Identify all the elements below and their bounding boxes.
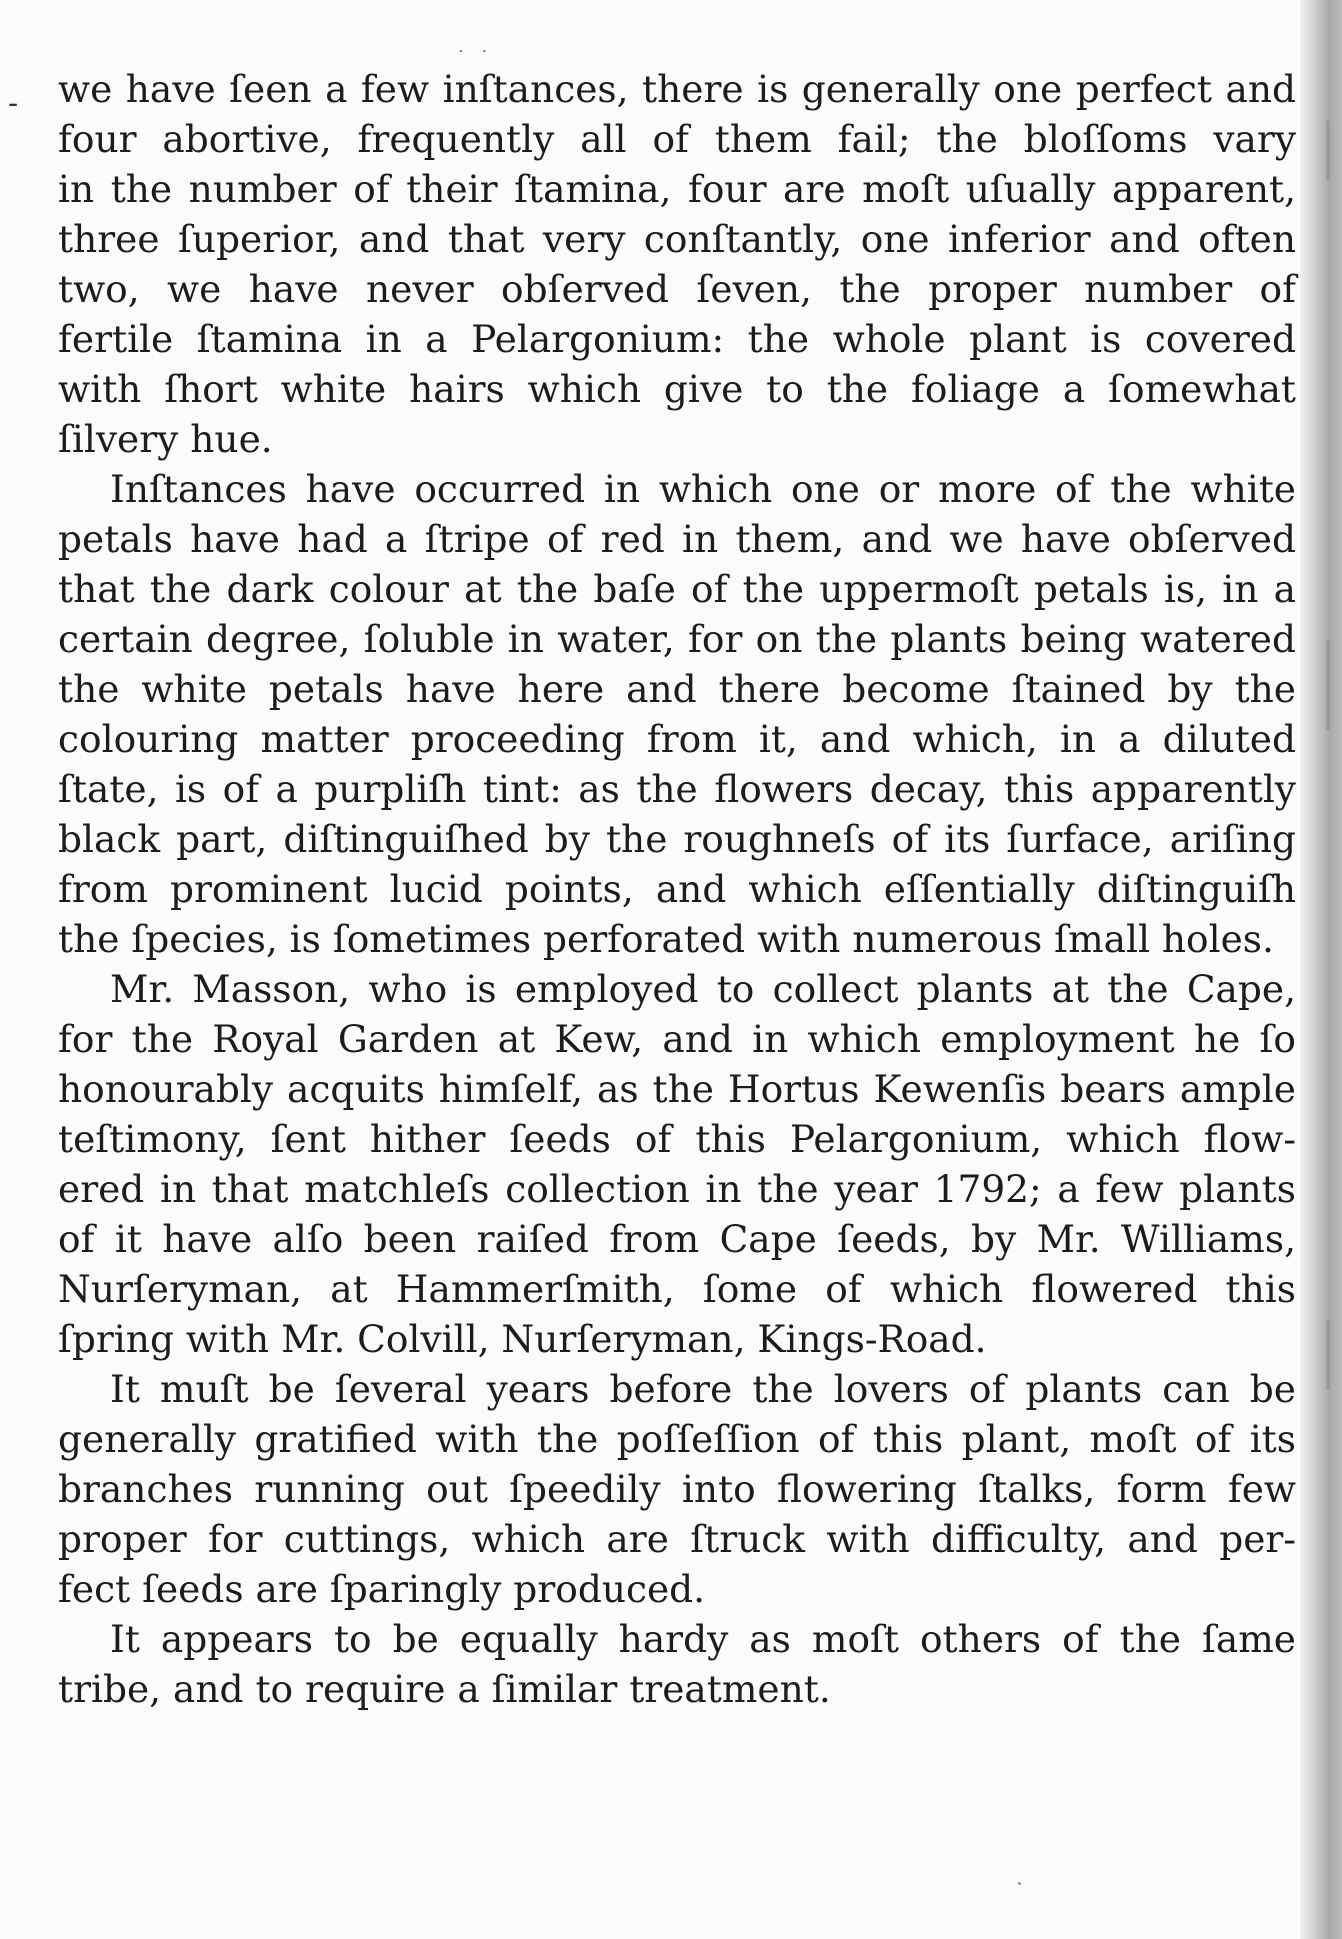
text-line: certain degree, ſoluble in water, for on the plants being watered [58, 617, 1296, 661]
text-line: of it have alſo been raiſed from Cape ſeeds, by Mr. Williams, [58, 1217, 1296, 1261]
text-line: colouring matter proceeding from it, and which, in a diluted [58, 717, 1296, 761]
paragraph-1 [58, 64, 1296, 464]
text-line: ſpring with Mr. Colvill, Nurſeryman, Kings-Road. [58, 1317, 987, 1361]
text-line: tribe, and to require a ſimilar treatment. [58, 1667, 831, 1711]
edge-speck [1326, 1320, 1330, 1390]
paragraph-2 [58, 464, 1296, 964]
text-line: It muſt be ſeveral years before the lovers of plants can be [110, 1367, 1296, 1411]
text-line: three ſuperior, and that very conſtantly, one inferior and often [58, 217, 1296, 261]
margin-dash-mark: - [8, 86, 19, 121]
text-line: ered in that matchleſs collection in the year 1792; a few plants [58, 1167, 1296, 1211]
edge-speck [1326, 120, 1330, 180]
text-line: Nurſeryman, at Hammerſmith, ſome of which flowered this [58, 1267, 1296, 1311]
text-line: the white petals have here and there become ſtained by the [58, 667, 1296, 711]
text-line: generally gratified with the poſſeſſion of this plant, moſt of its [58, 1417, 1296, 1461]
text-line: from prominent lucid points, and which eſſentially diſtinguiſh [58, 867, 1296, 911]
text-line: branches running out ſpeedily into flowering ſtalks, form few [58, 1467, 1296, 1511]
text-line: ſtate, is of a purpliſh tint: as the flowers decay, this apparently [58, 767, 1296, 811]
text-line: Mr. Masson, who is employed to collect plants at the Cape, [110, 967, 1296, 1011]
top-ink-dots: . . [458, 36, 494, 57]
edge-speck [1326, 640, 1330, 730]
text-line: black part, diſtinguiſhed by the roughneſs of its ſurface, ariſing [58, 817, 1296, 861]
paragraph-3 [58, 964, 1296, 1364]
text-line: It appears to be equally hardy as moſt others of the ſame [110, 1617, 1296, 1661]
text-line: petals have had a ſtripe of red in them, and we have obſerved [58, 517, 1296, 561]
text-line: we have ſeen a few inſtances, there is generally one perfect and [58, 67, 1296, 111]
ink-speck [1018, 1882, 1021, 1885]
text-line: ſilvery hue. [58, 417, 273, 461]
text-line: Inſtances have occurred in which one or more of the white [110, 467, 1296, 511]
text-line: in the number of their ſtamina, four are moſt uſually apparent, [58, 167, 1296, 211]
text-line: fect ſeeds are ſparingly produced. [58, 1567, 706, 1611]
page-edge-shadow [1300, 0, 1342, 1939]
text-line: honourably acquits himſelf, as the Hortus Kewenſis bears ample [58, 1067, 1296, 1111]
text-line: for the Royal Garden at Kew, and in which employment he ſo [58, 1017, 1296, 1061]
text-line: teſtimony, ſent hither ſeeds of this Pelargonium, which flow- [58, 1117, 1296, 1161]
text-line: proper for cuttings, which are ſtruck with difficulty, and per- [58, 1517, 1296, 1561]
text-line: two, we have never obſerved ſeven, the proper number of [58, 267, 1296, 311]
text-line: the ſpecies, is ſometimes perforated with numerous ſmall holes. [58, 917, 1274, 961]
body-text [58, 64, 1296, 1714]
text-line: with ſhort white hairs which give to the foliage a ſomewhat [58, 367, 1296, 411]
paragraph-4 [58, 1364, 1296, 1614]
text-line: four abortive, frequently all of them fail; the bloſſoms vary [58, 117, 1296, 161]
text-line: that the dark colour at the baſe of the uppermoſt petals is, in a [58, 567, 1296, 611]
paragraph-5 [58, 1614, 1296, 1714]
text-line: fertile ſtamina in a Pelargonium: the whole plant is covered [58, 317, 1296, 361]
